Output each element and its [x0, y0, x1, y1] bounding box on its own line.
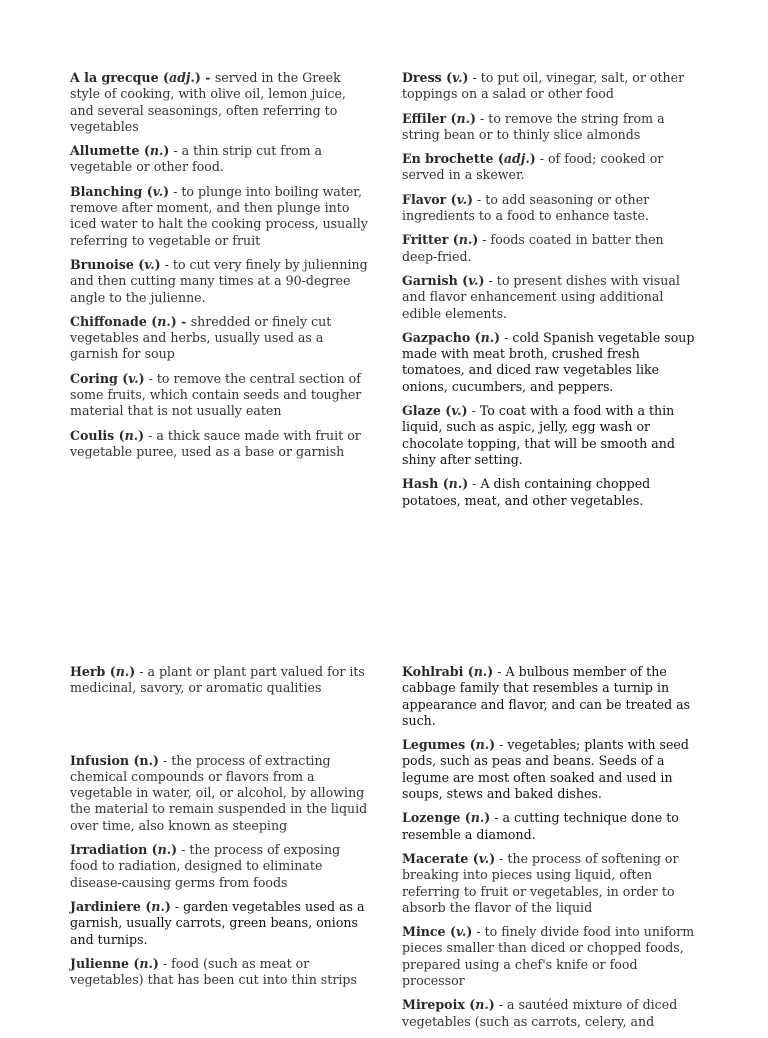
glossary-entry: Hash (n.) - A dish containing chopped potatoes, meat, and other vegetables. [402, 476, 651, 508]
glossary-entry: Fritter (n.) - foods coated in batter then deep-fried. [402, 232, 664, 264]
entry-part-of-speech: v. [456, 191, 468, 207]
entry-separator: - [177, 842, 190, 858]
entry-part-of-speech: n. [473, 664, 488, 679]
entry-separator: - [495, 850, 508, 866]
glossary-column-4 [402, 664, 702, 1038]
entry-part-of-speech: n. [458, 232, 473, 248]
glossary-entry: Chiffonade (n.) - shredded or finely cut vegetables and herbs, usually used as a garnish for soup [70, 313, 332, 362]
entry-part-of-speech: v. [468, 272, 479, 288]
entry-definition: the process of extracting chemical compounds or flavors from a vegetable in water, oil, or alcohol, by allowing the material to remain suspended in the liquid over time, also known as steeping [70, 752, 368, 833]
entry-separator: - [158, 752, 172, 768]
entry-term: Garnish [402, 272, 458, 288]
entry-part-of-speech: v. [451, 403, 462, 419]
entry-term: Hash [402, 476, 439, 492]
entry-term: Dress [402, 70, 442, 85]
entry-term: Glaze [402, 403, 441, 419]
entry-separator: - [495, 737, 508, 753]
entry-definition: to cut very finely by julienning and then cutting many times at a 90-degree angle to the julienne. [70, 256, 368, 305]
entry-term: Mince [402, 924, 446, 940]
entry-separator: - [170, 898, 184, 914]
glossary-entry: Blanching (v.) - to plunge into boiling water, remove after moment, and then plunge into iced water to halt the cooking process, usually referring to vegetable or fruit [70, 183, 368, 248]
glossary-entry: Legumes (n.) - vegetables; plants with seed pods, such as peas and beans. Seeds of a legume are most often soaked and used in soups, stews and baked dishes. [402, 737, 689, 802]
entry-definition: vegetables; plants with seed pods, such as peas and beans. Seeds of a legume are most often soaked and used in soups, stews and baked dishes. [402, 737, 689, 802]
entry-part-of-speech: v. [452, 70, 463, 85]
entry-definition: to plunge into boiling water, remove after moment, and then plunge into iced water to halt the cooking process, usually referring to vegetable or fruit [70, 183, 368, 248]
entry-part-of-speech: n. [475, 737, 490, 753]
entry-separator: - [135, 664, 148, 679]
entry-part-of-speech: n. [480, 329, 495, 345]
entry-separator: - [169, 143, 182, 159]
glossary-entry: Lozenge (n.) - a cutting technique done to resemble a diamond. [402, 810, 679, 842]
entry-part-of-speech: v. [478, 850, 490, 866]
entry-definition: to remove the string from a string bean or to thinly slice almonds [402, 110, 665, 142]
entry-separator: - [473, 191, 486, 207]
entry-separator: - [494, 997, 507, 1013]
entry-part-of-speech: n. [139, 752, 153, 768]
entry-definition: food (such as meat or vegetables) that has been cut into thin strips [70, 955, 357, 988]
entry-term: Mirepoix [402, 997, 465, 1013]
entry-separator: - [484, 272, 497, 288]
entry-definition: the process of exposing food to radiation, designed to eliminate disease-causing germs from foods [70, 842, 341, 890]
entry-separator: - [176, 313, 191, 329]
glossary-entry: Herb (n.) - a plant or plant part valued for its medicinal, savory, or aromatic qualities [70, 664, 365, 696]
glossary-entry: Infusion (n.) - the process of extracting chemical compounds or flavors from a vegetable in water, oil, or alcohol, by allowing the material to remain suspended in the liquid over time, also known as steeping [70, 752, 368, 833]
entry-separator: - [535, 151, 548, 167]
entry-term: Flavor [402, 191, 447, 207]
entry-part-of-speech: n. [151, 898, 165, 914]
entry-part-of-speech: n. [456, 110, 471, 126]
glossary-entry: Allumette (n.) - a thin strip cut from a vegetable or other food. [70, 143, 323, 175]
entry-definition: to present dishes with visual and flavor enhancement using additional edible elements. [402, 272, 680, 321]
entry-definition: A bulbous member of the cabbage family that resembles a turnip in appearance and flavor, and can be treated as such. [402, 664, 691, 728]
glossary-entry: Irradiation (n.) - the process of exposing food to radiation, designed to eliminate disease-causing germs from foods [70, 842, 341, 890]
glossary-entry: En brochette (adj.) - of food; cooked or served in a skewer. [402, 151, 664, 183]
entry-definition: a thick sauce made with fruit or vegetable puree, used as a base or garnish [70, 427, 361, 459]
entry-part-of-speech: n. [139, 955, 153, 971]
glossary-column-3 [70, 664, 370, 996]
entry-term: Julienne [70, 955, 130, 971]
entry-part-of-speech: n. [448, 476, 463, 492]
entry-term: Herb [70, 664, 106, 679]
entry-part-of-speech: n. [157, 842, 172, 858]
entry-separator: - [144, 427, 157, 443]
entry-part-of-speech: n. [470, 810, 485, 826]
entry-definition: a sautéed mixture of diced vegetables (such as carrots, celery, and [402, 997, 678, 1029]
entry-part-of-speech: n. [149, 143, 164, 159]
glossary-entry: Brunoise (v.) - to cut very finely by julienning and then cutting many times at a 90-degree angle to the julienne. [70, 256, 368, 305]
entry-separator: - [169, 183, 182, 199]
entry-separator: - [468, 476, 481, 492]
entry-separator: - [158, 955, 172, 971]
entry-definition: shredded or finely cut vegetables and herbs, usually used as a garnish for soup [70, 313, 332, 362]
glossary-entry: Julienne (n.) - food (such as meat or vegetables) that has been cut into thin strips [70, 955, 357, 988]
entry-separator: - [144, 370, 157, 386]
entry-term: Infusion [70, 752, 130, 768]
entry-term: Chiffonade [70, 313, 147, 329]
entry-definition: of food; cooked or served in a skewer. [402, 151, 664, 183]
glossary-entry: Dress (v.) - to put oil, vinegar, salt, or other toppings on a salad or other food [402, 70, 685, 102]
entry-separator: - [472, 924, 485, 940]
entry-separator: - [493, 664, 506, 679]
entry-term: Jardiniere [70, 898, 141, 914]
entry-separator: - [478, 232, 491, 248]
glossary-column-1 [70, 70, 370, 468]
entry-separator: - [490, 810, 503, 826]
entry-term: A la grecque [70, 70, 159, 85]
entry-part-of-speech: n. [124, 427, 139, 443]
glossary-entry: Mirepoix (n.) - a sautéed mixture of diced vegetables (such as carrots, celery, and [402, 997, 678, 1029]
glossary-entry: Jardiniere (n.) - garden vegetables used as a garnish, usually carrots, green beans, onions and turnips. [70, 898, 365, 947]
glossary-entry: Kohlrabi (n.) - A bulbous member of the cabbage family that resembles a turnip in appearance and flavor, and can be treated as such. [402, 664, 691, 728]
entry-separator: - [500, 329, 513, 345]
entry-definition: to remove the central section of some fruits, which contain seeds and tougher material that is not usually eaten [70, 370, 362, 419]
entry-definition: a thin strip cut from a vegetable or other food. [70, 143, 323, 175]
entry-definition: A dish containing chopped potatoes, meat, and other vegetables. [402, 476, 651, 508]
spacer [70, 705, 370, 753]
entry-term: Gazpacho [402, 329, 471, 345]
entry-part-of-speech: n. [475, 997, 489, 1013]
entry-definition: a cutting technique done to resemble a diamond. [402, 810, 679, 842]
entry-definition: cold Spanish vegetable soup made with meat broth, crushed fresh tomatoes, and diced raw vegetables like onions, cucumbers, and peppers. [402, 329, 695, 394]
entry-term: Legumes [402, 737, 466, 753]
entry-separator: - [467, 403, 480, 419]
entry-definition: To coat with a food with a thin liquid, such as aspic, jelly, egg wash or chocolate topping, that will be smooth and shiny after setting. [402, 403, 675, 467]
entry-part-of-speech: n. [157, 313, 171, 329]
entry-definition: foods coated in batter then deep-fried. [402, 232, 664, 264]
glossary-entry: Gazpacho (n.) - cold Spanish vegetable soup made with meat broth, crushed fresh tomatoes, and diced raw vegetables like onions, cucumbers, and peppers. [402, 329, 695, 394]
entry-separator: - [476, 110, 489, 126]
entry-term: Brunoise [70, 256, 134, 272]
glossary-entry: Effiler (n.) - to remove the string from a string bean or to thinly slice almonds [402, 110, 665, 142]
entry-definition: the process of softening or breaking into pieces using liquid, often referring to fruit or vegetables, in order to absorb the flavor of the liquid [402, 850, 679, 915]
glossary-entry: Flavor (v.) - to add seasoning or other ingredients to a food to enhance taste. [402, 191, 650, 224]
entry-definition: to add seasoning or other ingredients to a food to enhance taste. [402, 191, 650, 224]
entry-term: Macerate [402, 850, 469, 866]
entry-term: Coulis [70, 427, 115, 443]
entry-term: Irradiation [70, 842, 148, 858]
glossary-entry: Garnish (v.) - to present dishes with visual and flavor enhancement using additional edible elements. [402, 272, 680, 321]
entry-part-of-speech: v. [455, 924, 467, 940]
entry-part-of-speech: adj. [503, 151, 530, 167]
glossary-column-2 [402, 70, 702, 517]
glossary-entry: Glaze (v.) - To coat with a food with a thin liquid, such as aspic, jelly, egg wash or chocolate topping, that will be smooth and shiny after setting. [402, 403, 675, 467]
entry-separator: - [160, 256, 173, 272]
entry-term: Fritter [402, 232, 449, 248]
glossary-entry: A la grecque (adj.) - served in the Greek style of cooking, with olive oil, lemon juice, and several seasonings, often referring to vegetables [70, 70, 346, 134]
entry-part-of-speech: v. [144, 256, 155, 272]
entry-term: Effiler [402, 110, 447, 126]
entry-term: Allumette [70, 143, 140, 159]
entry-part-of-speech: v. [152, 183, 164, 199]
entry-part-of-speech: v. [128, 370, 139, 386]
entry-definition: to put oil, vinegar, salt, or other toppings on a salad or other food [402, 70, 685, 102]
glossary-entry: Macerate (v.) - the process of softening or breaking into pieces using liquid, often referring to fruit or vegetables, in order to absorb the flavor of the liquid [402, 850, 679, 915]
entry-separator: - [468, 70, 481, 85]
entry-definition: garden vegetables used as a garnish, usually carrots, green beans, onions and turnips. [70, 898, 365, 947]
glossary-entry: Coulis (n.) - a thick sauce made with fruit or vegetable puree, used as a base or garnish [70, 427, 361, 459]
entry-separator: - [200, 70, 215, 85]
entry-term: Blanching [70, 183, 143, 199]
entry-definition: to finely divide food into uniform pieces smaller than diced or chopped foods, prepared using a chef's knife or food processor [402, 924, 695, 989]
entry-term: Kohlrabi [402, 664, 464, 679]
entry-definition: served in the Greek style of cooking, with olive oil, lemon juice, and several seasonings, often referring to vegetables [70, 70, 346, 134]
entry-term: En brochette [402, 151, 494, 167]
glossary-entry: Mince (v.) - to finely divide food into uniform pieces smaller than diced or chopped foods, prepared using a chef's knife or food processor [402, 924, 695, 989]
entry-term: Coring [70, 370, 118, 386]
entry-term: Lozenge [402, 810, 461, 826]
entry-part-of-speech: adj. [168, 70, 195, 85]
glossary-entry: Coring (v.) - to remove the central section of some fruits, which contain seeds and tougher material that is not usually eaten [70, 370, 362, 419]
entry-part-of-speech: n. [115, 664, 130, 679]
entry-definition: a plant or plant part valued for its medicinal, savory, or aromatic qualities [70, 664, 365, 696]
